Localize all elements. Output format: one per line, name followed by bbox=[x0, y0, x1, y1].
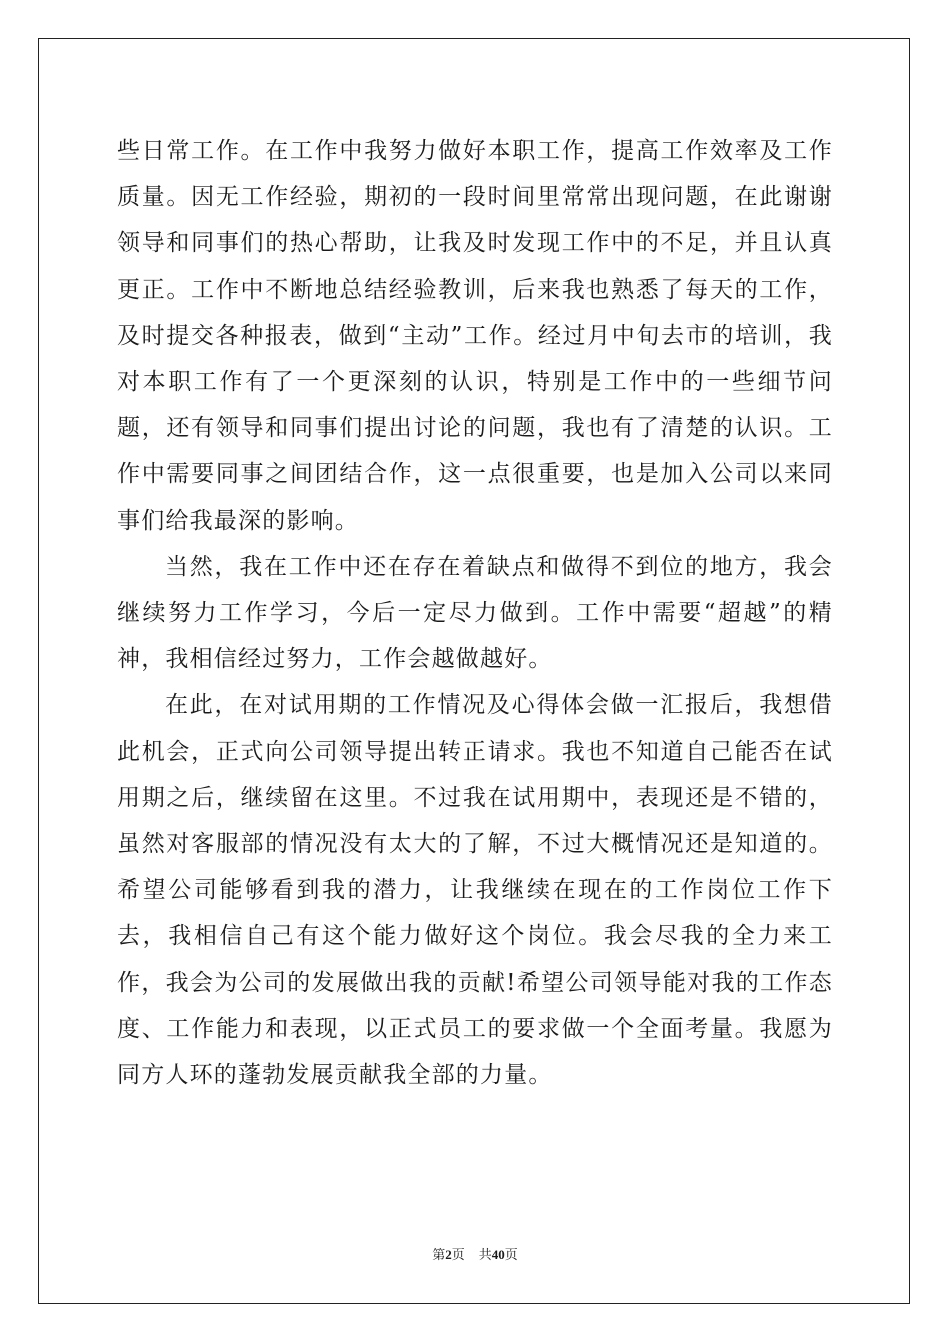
paragraph-3: 在此，在对试用期的工作情况及心得体会做一汇报后，我想借此机会，正式向公司领导提出转正请求。我也不知道自己能否在试用期之后，继续留在这里。不过我在试用期中，表现还是不错的，虽然对客服部的情况没有太大的了解，不过大概情况还是知道的。希望公司能够看到我的潜力，让我继续在现在的工作岗位工作下去，我相信自己有这个能力做好这个岗位。我会尽我的全力来工作，我会为公司的发展做出我的贡献!希望公司领导能对我的工作态度、工作能力和表现，以正式员工的要求做一个全面考量。我愿为同方人环的蓬勃发展贡献我全部的力量。 bbox=[117, 692, 833, 1089]
document-body bbox=[117, 128, 833, 1098]
page-indicator: 第2页 bbox=[432, 1247, 465, 1263]
page-footer bbox=[0, 1244, 950, 1263]
paragraph-1: 些日常工作。在工作中我努力做好本职工作，提高工作效率及工作质量。因无工作经验，期初的一段时间里常常出现问题，在此谢谢领导和同事们的热心帮助，让我及时发现工作中的不足，并且认真更正。工作中不断地总结经验教训，后来我也熟悉了每天的工作，及时提交各种报表，做到“主动”工作。经过月中旬去市的培训，我对本职工作有了一个更深刻的认识，特别是工作中的一些细节问题，还有领导和同事们提出讨论的问题，我也有了清楚的认识。工作中需要同事之间团结合作，这一点很重要，也是加入公司以来同事们给我最深的影响。 bbox=[117, 138, 833, 534]
current-page-number: 2 bbox=[445, 1247, 452, 1262]
total-page-count: 40 bbox=[491, 1247, 505, 1262]
total-pages-indicator: 共40页 bbox=[478, 1247, 518, 1263]
paragraph-2: 当然，我在工作中还在存在着缺点和做得不到位的地方，我会继续努力工作学习，今后一定尽力做到。工作中需要“超越”的精神，我相信经过努力，工作会越做越好。 bbox=[117, 553, 833, 673]
